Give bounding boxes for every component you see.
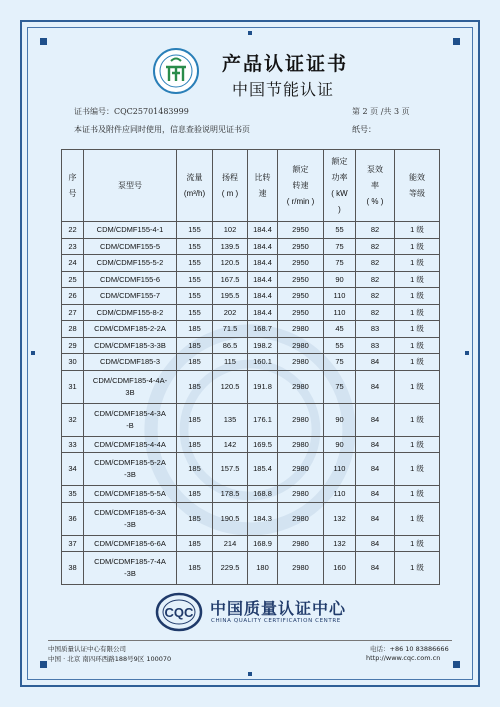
- column-header: 流量 (m³/h): [177, 150, 213, 222]
- table-cell: 180: [248, 552, 278, 585]
- footer-divider: [48, 640, 452, 641]
- corner-ornament: [40, 38, 47, 45]
- table-row: [62, 337, 440, 354]
- table-cell: 84: [356, 453, 395, 486]
- table-cell: 1 级: [395, 486, 440, 503]
- table-cell: 185: [177, 535, 213, 552]
- table-cell: 27: [62, 304, 84, 321]
- table-row: [62, 238, 440, 255]
- table-cell: 37: [62, 535, 84, 552]
- table-cell: 36: [62, 502, 84, 535]
- corner-ornament: [453, 661, 460, 668]
- edge-ornament: [465, 351, 469, 355]
- table-cell: 2980: [278, 535, 324, 552]
- table-cell: 132: [324, 535, 356, 552]
- table-cell: 90: [324, 403, 356, 436]
- table-cell: 84: [356, 552, 395, 585]
- table-cell: 115: [213, 354, 248, 371]
- table-cell: 155: [177, 222, 213, 239]
- table-cell: CDM/CDMF185-4-4A: [84, 436, 177, 453]
- table-cell: 84: [356, 436, 395, 453]
- edge-ornament: [248, 672, 252, 676]
- table-cell: 135: [213, 403, 248, 436]
- table-cell: 185: [177, 403, 213, 436]
- table-cell: CDM/CDMF185-4-3A -B: [84, 403, 177, 436]
- table-cell: 178.5: [213, 486, 248, 503]
- table-cell: 1 级: [395, 271, 440, 288]
- org-name-en: CHINA QUALITY CERTIFICATION CENTRE: [211, 618, 341, 624]
- table-cell: 1 级: [395, 222, 440, 239]
- table-cell: 82: [356, 304, 395, 321]
- table-cell: 191.8: [248, 370, 278, 403]
- table-cell: 25: [62, 271, 84, 288]
- edge-ornament: [248, 31, 252, 35]
- table-cell: 185: [177, 436, 213, 453]
- table-cell: 184.3: [248, 502, 278, 535]
- table-cell: CDM/CDMF185-5-2A -3B: [84, 453, 177, 486]
- table-cell: 2950: [278, 255, 324, 272]
- table-cell: 190.5: [213, 502, 248, 535]
- table-cell: 110: [324, 453, 356, 486]
- table-cell: 26: [62, 288, 84, 305]
- table-cell: 2950: [278, 238, 324, 255]
- table-row: [62, 354, 440, 371]
- table-row: [62, 552, 440, 585]
- column-header: 扬程 ( m ): [213, 150, 248, 222]
- table-cell: 155: [177, 304, 213, 321]
- table-cell: 83: [356, 321, 395, 338]
- table-cell: 167.5: [213, 271, 248, 288]
- table-cell: 120.5: [213, 255, 248, 272]
- table-cell: 120.5: [213, 370, 248, 403]
- table-cell: 185: [177, 552, 213, 585]
- cqc-logo-text: CQC: [164, 605, 194, 620]
- corner-ornament: [40, 661, 47, 668]
- table-cell: 2980: [278, 552, 324, 585]
- table-cell: CDM/CDMF185-3-3B: [84, 337, 177, 354]
- table-cell: CDM/CDMF155-8-2: [84, 304, 177, 321]
- table-cell: 1 级: [395, 370, 440, 403]
- table-cell: 184.4: [248, 238, 278, 255]
- table-cell: 198.2: [248, 337, 278, 354]
- table-cell: 142: [213, 436, 248, 453]
- table-cell: CDM/CDMF185-4-4A- 3B: [84, 370, 177, 403]
- table-cell: CDM/CDMF185-2-2A: [84, 321, 177, 338]
- table-row: [62, 304, 440, 321]
- certificate-number: 证书编号：CQC25701483999: [74, 107, 189, 116]
- table-cell: 82: [356, 238, 395, 255]
- table-row: [62, 453, 440, 486]
- table-cell: CDM/CDMF185-6-6A: [84, 535, 177, 552]
- table-cell: 75: [324, 354, 356, 371]
- table-cell: 102: [213, 222, 248, 239]
- table-cell: 155: [177, 255, 213, 272]
- table-cell: 34: [62, 453, 84, 486]
- table-cell: 2950: [278, 288, 324, 305]
- table-cell: 2950: [278, 304, 324, 321]
- website-link[interactable]: http://www.cqc.com.cn: [366, 654, 441, 662]
- table-cell: 110: [324, 288, 356, 305]
- table-cell: 84: [356, 403, 395, 436]
- org-name-cn: 中国质量认证中心: [210, 599, 347, 618]
- table-cell: 1 级: [395, 288, 440, 305]
- table-cell: 184.4: [248, 271, 278, 288]
- table-cell: 2980: [278, 337, 324, 354]
- certificate-subtitle: 中国节能认证: [232, 80, 335, 99]
- table-cell: 82: [356, 222, 395, 239]
- table-cell: 2980: [278, 321, 324, 338]
- table-cell: 84: [356, 486, 395, 503]
- table-cell: 185: [177, 337, 213, 354]
- table-cell: CDM/CDMF155-6: [84, 271, 177, 288]
- table-cell: 2950: [278, 271, 324, 288]
- table-cell: 132: [324, 502, 356, 535]
- table-cell: 2980: [278, 370, 324, 403]
- table-cell: 31: [62, 370, 84, 403]
- table-cell: 185: [177, 486, 213, 503]
- table-row: [62, 370, 440, 403]
- table-cell: 1 级: [395, 255, 440, 272]
- table-cell: 35: [62, 486, 84, 503]
- energy-saving-logo-icon: [152, 47, 200, 95]
- table-cell: 32: [62, 403, 84, 436]
- table-cell: 38: [62, 552, 84, 585]
- table-cell: 168.8: [248, 486, 278, 503]
- table-cell: 195.5: [213, 288, 248, 305]
- table-cell: 84: [356, 370, 395, 403]
- table-cell: CDM/CDMF185-3: [84, 354, 177, 371]
- table-cell: 155: [177, 238, 213, 255]
- table-header-row: [62, 150, 440, 222]
- table-row: [62, 502, 440, 535]
- table-cell: 1 级: [395, 552, 440, 585]
- company-name: 中国质量认证中心有限公司: [48, 645, 126, 653]
- table-cell: 110: [324, 486, 356, 503]
- table-cell: 90: [324, 271, 356, 288]
- table-cell: 1 级: [395, 304, 440, 321]
- table-cell: 82: [356, 288, 395, 305]
- column-header: 额定 转速 ( r/min ): [278, 150, 324, 222]
- cqc-logo-icon: [155, 592, 203, 632]
- table-cell: 2980: [278, 453, 324, 486]
- certificate-title: 产品认证证书: [222, 53, 349, 75]
- table-row: [62, 288, 440, 305]
- table-cell: 214: [213, 535, 248, 552]
- table-cell: 184.4: [248, 222, 278, 239]
- table-cell: 2980: [278, 403, 324, 436]
- corner-ornament: [453, 38, 460, 45]
- column-header: 比转 速: [248, 150, 278, 222]
- column-header: 能效 等级: [395, 150, 440, 222]
- table-cell: CDM/CDMF185-6-3A -3B: [84, 502, 177, 535]
- table-row: [62, 222, 440, 239]
- table-cell: 168.9: [248, 535, 278, 552]
- table-cell: 55: [324, 222, 356, 239]
- table-cell: CDM/CDMF185-5-5A: [84, 486, 177, 503]
- table-row: [62, 321, 440, 338]
- table-cell: 185: [177, 354, 213, 371]
- table-cell: 169.5: [248, 436, 278, 453]
- table-cell: 1 级: [395, 321, 440, 338]
- table-cell: 71.5: [213, 321, 248, 338]
- usage-notice: 本证书及附件应同时使用，信息查验说明见证书页: [74, 125, 250, 134]
- table-cell: 2980: [278, 486, 324, 503]
- column-header: 额定 功率 ( kW ): [324, 150, 356, 222]
- table-cell: 185.4: [248, 453, 278, 486]
- table-cell: 185: [177, 453, 213, 486]
- table-cell: 1 级: [395, 453, 440, 486]
- column-header: 序 号: [62, 150, 84, 222]
- table-cell: 229.5: [213, 552, 248, 585]
- table-cell: 84: [356, 535, 395, 552]
- table-cell: 1 级: [395, 354, 440, 371]
- table-cell: 1 级: [395, 436, 440, 453]
- table-cell: 184.4: [248, 304, 278, 321]
- table-row: [62, 436, 440, 453]
- table-cell: 23: [62, 238, 84, 255]
- table-cell: 155: [177, 288, 213, 305]
- table-cell: 75: [324, 238, 356, 255]
- table-cell: 2980: [278, 354, 324, 371]
- edge-ornament: [31, 351, 35, 355]
- column-header: 泵型号: [84, 150, 177, 222]
- table-cell: 30: [62, 354, 84, 371]
- table-cell: 75: [324, 255, 356, 272]
- table-cell: 55: [324, 337, 356, 354]
- table-cell: 160: [324, 552, 356, 585]
- table-cell: 168.7: [248, 321, 278, 338]
- table-cell: 2980: [278, 502, 324, 535]
- table-cell: 29: [62, 337, 84, 354]
- table-cell: 83: [356, 337, 395, 354]
- table-cell: 1 级: [395, 403, 440, 436]
- table-row: [62, 271, 440, 288]
- table-cell: CDM/CDMF185-7-4A -3B: [84, 552, 177, 585]
- company-address: 中国 · 北京 南四环西路188号9区 100070: [48, 655, 172, 663]
- table-cell: 185: [177, 370, 213, 403]
- phone-number: 电话：+86 10 83886666: [370, 645, 449, 653]
- table-row: [62, 403, 440, 436]
- table-cell: 1 级: [395, 337, 440, 354]
- table-cell: CDM/CDMF155-7: [84, 288, 177, 305]
- table-cell: 155: [177, 271, 213, 288]
- table-cell: 82: [356, 271, 395, 288]
- column-header: 泵效 率 ( % ): [356, 150, 395, 222]
- table-cell: 160.1: [248, 354, 278, 371]
- table-cell: 84: [356, 502, 395, 535]
- table-cell: 185: [177, 502, 213, 535]
- table-cell: 45: [324, 321, 356, 338]
- table-row: [62, 535, 440, 552]
- table-cell: 1 级: [395, 535, 440, 552]
- table-cell: 2980: [278, 436, 324, 453]
- table-cell: 176.1: [248, 403, 278, 436]
- table-cell: CDM/CDMF155-5: [84, 238, 177, 255]
- table-cell: 33: [62, 436, 84, 453]
- table-cell: CDM/CDMF155-5-2: [84, 255, 177, 272]
- table-cell: 1 级: [395, 502, 440, 535]
- table-cell: 110: [324, 304, 356, 321]
- product-table: [61, 149, 440, 585]
- table-cell: 184.4: [248, 288, 278, 305]
- table-cell: 75: [324, 370, 356, 403]
- table-cell: 202: [213, 304, 248, 321]
- table-cell: 86.5: [213, 337, 248, 354]
- table-cell: 2950: [278, 222, 324, 239]
- table-cell: 1 级: [395, 238, 440, 255]
- table-cell: 184.4: [248, 255, 278, 272]
- table-row: [62, 486, 440, 503]
- table-cell: 139.5: [213, 238, 248, 255]
- table-cell: 90: [324, 436, 356, 453]
- page-indicator: 第 2 页 /共 3 页: [352, 107, 410, 116]
- table-cell: 28: [62, 321, 84, 338]
- table-cell: 84: [356, 354, 395, 371]
- table-cell: CDM/CDMF155-4-1: [84, 222, 177, 239]
- table-row: [62, 255, 440, 272]
- paper-number: 纸号：: [352, 125, 376, 134]
- table-cell: 185: [177, 321, 213, 338]
- table-cell: 157.5: [213, 453, 248, 486]
- table-cell: 22: [62, 222, 84, 239]
- table-cell: 82: [356, 255, 395, 272]
- table-cell: 24: [62, 255, 84, 272]
